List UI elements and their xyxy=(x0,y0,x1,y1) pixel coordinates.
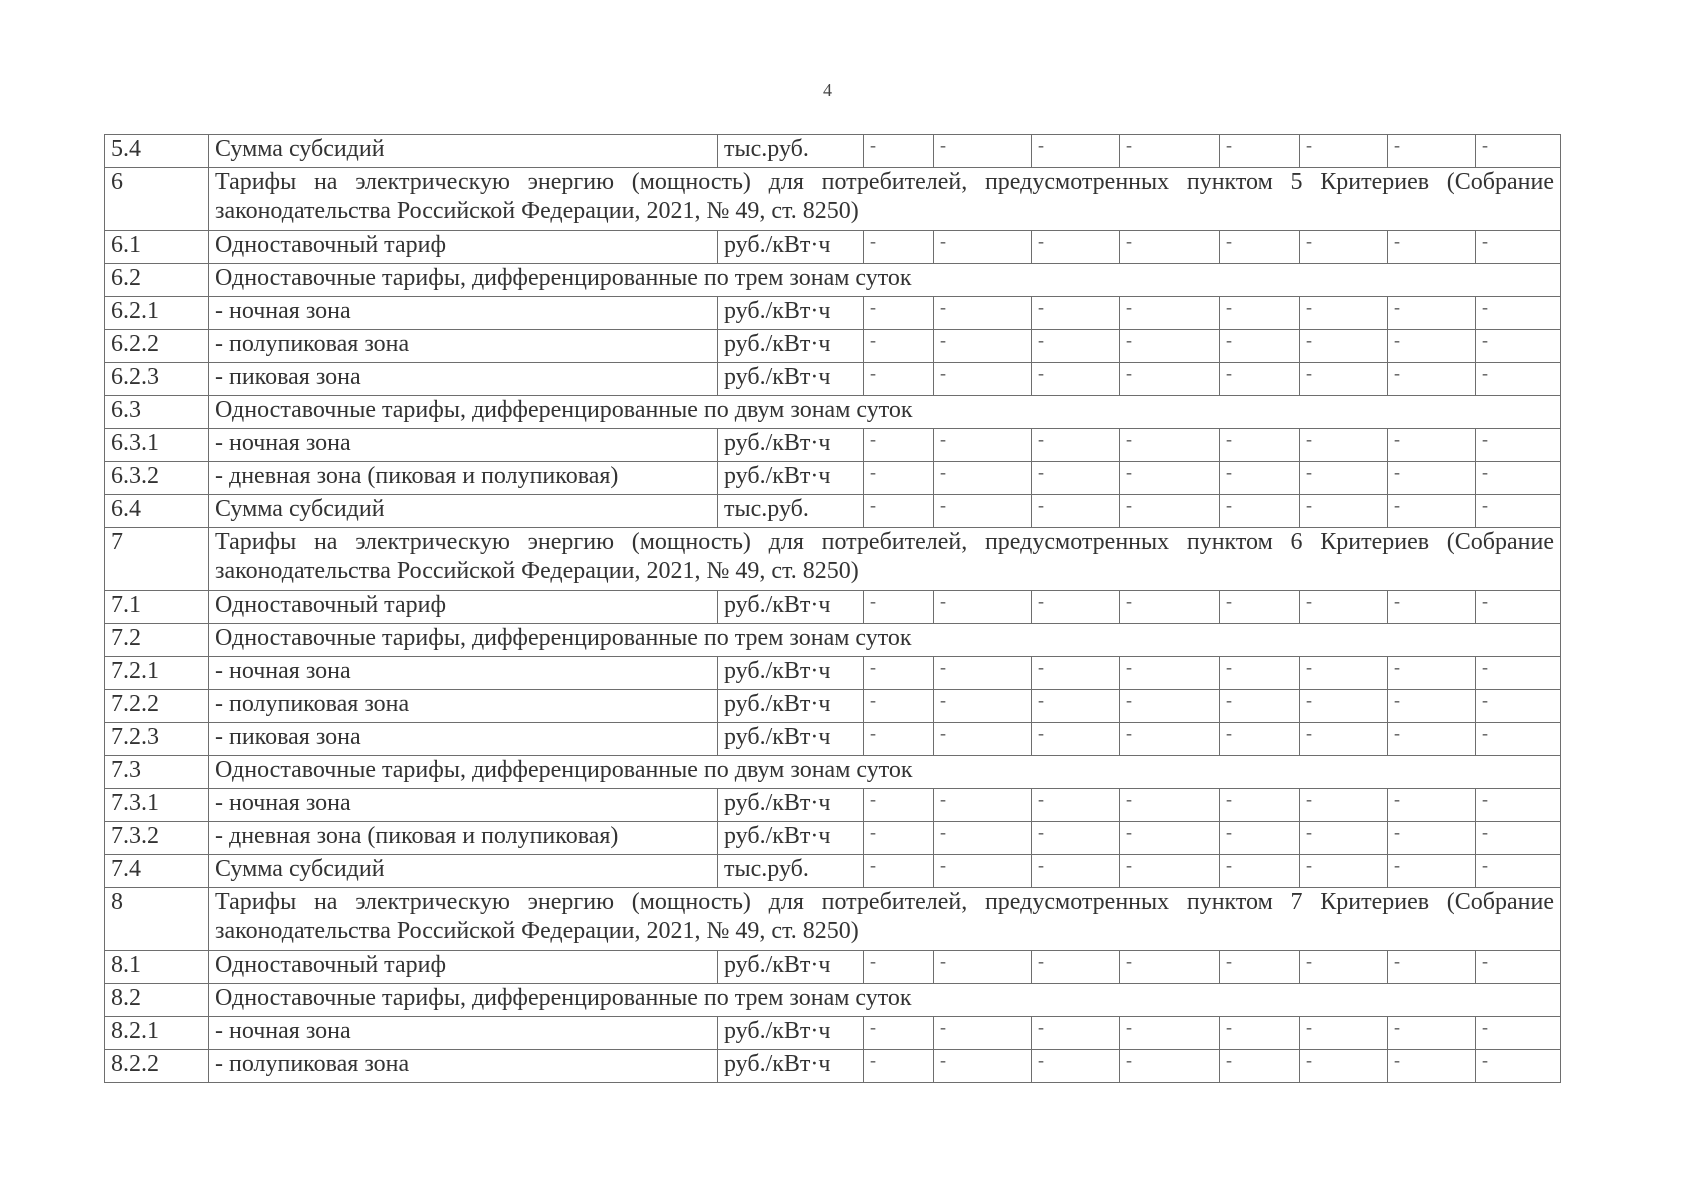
value-cell: - xyxy=(1032,231,1120,264)
section-title-cell: Тарифы на электрическую энергию (мощность) для потребителей, предусмотренных пунктом 7 Критериев (Собрание законодательства Российской Федерации, 2021, № 49, ст. 8250) xyxy=(209,888,1561,951)
value-cell: - xyxy=(1032,1050,1120,1083)
value-cell: - xyxy=(1220,429,1300,462)
value-cell: - xyxy=(934,723,1032,756)
value-cell: - xyxy=(1220,495,1300,528)
value-cell: - xyxy=(934,330,1032,363)
value-cell: - xyxy=(1476,1017,1561,1050)
value-cell: - xyxy=(1388,231,1476,264)
value-cell: - xyxy=(1388,330,1476,363)
unit-cell: руб./кВт·ч xyxy=(718,297,864,330)
value-cell: - xyxy=(1300,657,1388,690)
value-cell: - xyxy=(1032,723,1120,756)
value-cell: - xyxy=(1220,690,1300,723)
row-number-cell: 6.3 xyxy=(105,396,209,429)
table-row xyxy=(105,723,1561,756)
value-cell: - xyxy=(1032,951,1120,984)
group-title-cell: Одноставочные тарифы, дифференцированные по трем зонам суток xyxy=(209,264,1561,297)
indicator-name-cell: Сумма субсидий xyxy=(209,135,718,168)
indicator-name-cell: Сумма субсидий xyxy=(209,495,718,528)
value-cell: - xyxy=(1032,822,1120,855)
indicator-name-cell: Одноставочный тариф xyxy=(209,231,718,264)
value-cell: - xyxy=(1388,462,1476,495)
value-cell: - xyxy=(1032,657,1120,690)
value-cell: - xyxy=(1476,135,1561,168)
value-cell: - xyxy=(1476,429,1561,462)
row-number-cell: 8.2.2 xyxy=(105,1050,209,1083)
indicator-name-cell: - ночная зона xyxy=(209,429,718,462)
value-cell: - xyxy=(1120,135,1220,168)
row-number-cell: 7.2 xyxy=(105,624,209,657)
group-title-cell: Одноставочные тарифы, дифференцированные по двум зонам суток xyxy=(209,756,1561,789)
row-number-cell: 6.2.3 xyxy=(105,363,209,396)
value-cell: - xyxy=(1476,822,1561,855)
value-cell: - xyxy=(1120,951,1220,984)
value-cell: - xyxy=(1476,657,1561,690)
unit-cell: руб./кВт·ч xyxy=(718,951,864,984)
table-row xyxy=(105,231,1561,264)
value-cell: - xyxy=(1032,1017,1120,1050)
value-cell: - xyxy=(864,822,934,855)
unit-cell: руб./кВт·ч xyxy=(718,330,864,363)
value-cell: - xyxy=(1300,429,1388,462)
value-cell: - xyxy=(864,363,934,396)
value-cell: - xyxy=(934,1017,1032,1050)
table-row xyxy=(105,330,1561,363)
row-number-cell: 7.3.2 xyxy=(105,822,209,855)
group-title-cell: Одноставочные тарифы, дифференцированные по трем зонам суток xyxy=(209,624,1561,657)
group-header-row xyxy=(105,396,1561,429)
value-cell: - xyxy=(864,723,934,756)
value-cell: - xyxy=(1388,789,1476,822)
value-cell: - xyxy=(934,429,1032,462)
value-cell: - xyxy=(1120,591,1220,624)
value-cell: - xyxy=(1300,495,1388,528)
table-row xyxy=(105,591,1561,624)
table-row xyxy=(105,297,1561,330)
value-cell: - xyxy=(934,462,1032,495)
row-number-cell: 5.4 xyxy=(105,135,209,168)
value-cell: - xyxy=(1388,657,1476,690)
row-number-cell: 7 xyxy=(105,528,209,591)
value-cell: - xyxy=(1300,822,1388,855)
value-cell: - xyxy=(1300,855,1388,888)
unit-cell: тыс.руб. xyxy=(718,495,864,528)
indicator-name-cell: - ночная зона xyxy=(209,657,718,690)
table-row xyxy=(105,690,1561,723)
value-cell: - xyxy=(1388,495,1476,528)
unit-cell: руб./кВт·ч xyxy=(718,363,864,396)
group-header-row xyxy=(105,624,1561,657)
value-cell: - xyxy=(1120,1017,1220,1050)
table-row xyxy=(105,789,1561,822)
table-row xyxy=(105,495,1561,528)
indicator-name-cell: Сумма субсидий xyxy=(209,855,718,888)
value-cell: - xyxy=(1300,363,1388,396)
unit-cell: тыс.руб. xyxy=(718,855,864,888)
group-title-cell: Одноставочные тарифы, дифференцированные по двум зонам суток xyxy=(209,396,1561,429)
value-cell: - xyxy=(934,951,1032,984)
row-number-cell: 6.2 xyxy=(105,264,209,297)
value-cell: - xyxy=(1032,591,1120,624)
value-cell: - xyxy=(1300,330,1388,363)
value-cell: - xyxy=(1120,1050,1220,1083)
row-number-cell: 6.1 xyxy=(105,231,209,264)
value-cell: - xyxy=(864,330,934,363)
value-cell: - xyxy=(1300,135,1388,168)
value-cell: - xyxy=(1388,951,1476,984)
indicator-name-cell: - дневная зона (пиковая и полупиковая) xyxy=(209,822,718,855)
row-number-cell: 8.2 xyxy=(105,984,209,1017)
value-cell: - xyxy=(1300,690,1388,723)
value-cell: - xyxy=(1120,429,1220,462)
value-cell: - xyxy=(1120,231,1220,264)
row-number-cell: 6.4 xyxy=(105,495,209,528)
value-cell: - xyxy=(1476,789,1561,822)
value-cell: - xyxy=(1476,330,1561,363)
indicator-name-cell: - пиковая зона xyxy=(209,723,718,756)
value-cell: - xyxy=(1220,789,1300,822)
table-row xyxy=(105,951,1561,984)
value-cell: - xyxy=(1476,297,1561,330)
row-number-cell: 6.3.1 xyxy=(105,429,209,462)
value-cell: - xyxy=(1032,789,1120,822)
value-cell: - xyxy=(1220,591,1300,624)
table-row xyxy=(105,1017,1561,1050)
value-cell: - xyxy=(864,789,934,822)
unit-cell: руб./кВт·ч xyxy=(718,591,864,624)
value-cell: - xyxy=(864,1050,934,1083)
value-cell: - xyxy=(1388,135,1476,168)
row-number-cell: 6.2.1 xyxy=(105,297,209,330)
indicator-name-cell: - полупиковая зона xyxy=(209,1050,718,1083)
table-row xyxy=(105,1050,1561,1083)
value-cell: - xyxy=(934,231,1032,264)
value-cell: - xyxy=(864,495,934,528)
value-cell: - xyxy=(1220,135,1300,168)
table-row xyxy=(105,822,1561,855)
value-cell: - xyxy=(1476,591,1561,624)
value-cell: - xyxy=(1388,690,1476,723)
group-header-row xyxy=(105,984,1561,1017)
row-number-cell: 7.2.1 xyxy=(105,657,209,690)
value-cell: - xyxy=(1120,363,1220,396)
tariff-table-body xyxy=(105,135,1561,1083)
value-cell: - xyxy=(864,591,934,624)
indicator-name-cell: - полупиковая зона xyxy=(209,330,718,363)
indicator-name-cell: - пиковая зона xyxy=(209,363,718,396)
page-number: 4 xyxy=(823,80,832,100)
value-cell: - xyxy=(1120,330,1220,363)
value-cell: - xyxy=(1300,462,1388,495)
value-cell: - xyxy=(1220,855,1300,888)
value-cell: - xyxy=(1388,591,1476,624)
row-number-cell: 8.1 xyxy=(105,951,209,984)
value-cell: - xyxy=(864,1017,934,1050)
table-row xyxy=(105,363,1561,396)
value-cell: - xyxy=(1388,855,1476,888)
table-row xyxy=(105,855,1561,888)
row-number-cell: 7.1 xyxy=(105,591,209,624)
indicator-name-cell: Одноставочный тариф xyxy=(209,951,718,984)
value-cell: - xyxy=(1120,462,1220,495)
value-cell: - xyxy=(934,822,1032,855)
value-cell: - xyxy=(1388,429,1476,462)
table-row xyxy=(105,462,1561,495)
unit-cell: руб./кВт·ч xyxy=(718,1017,864,1050)
section-row xyxy=(105,528,1561,591)
value-cell: - xyxy=(864,429,934,462)
value-cell: - xyxy=(1120,789,1220,822)
value-cell: - xyxy=(1220,951,1300,984)
value-cell: - xyxy=(1032,297,1120,330)
value-cell: - xyxy=(1476,231,1561,264)
value-cell: - xyxy=(1220,1050,1300,1083)
value-cell: - xyxy=(1300,297,1388,330)
group-title-cell: Одноставочные тарифы, дифференцированные по трем зонам суток xyxy=(209,984,1561,1017)
value-cell: - xyxy=(864,657,934,690)
value-cell: - xyxy=(1120,723,1220,756)
value-cell: - xyxy=(934,789,1032,822)
unit-cell: руб./кВт·ч xyxy=(718,429,864,462)
value-cell: - xyxy=(1476,462,1561,495)
value-cell: - xyxy=(1388,822,1476,855)
value-cell: - xyxy=(1032,855,1120,888)
row-number-cell: 7.2.2 xyxy=(105,690,209,723)
value-cell: - xyxy=(1120,495,1220,528)
value-cell: - xyxy=(1032,330,1120,363)
value-cell: - xyxy=(864,855,934,888)
value-cell: - xyxy=(1300,951,1388,984)
unit-cell: руб./кВт·ч xyxy=(718,657,864,690)
value-cell: - xyxy=(1300,1050,1388,1083)
indicator-name-cell: - ночная зона xyxy=(209,297,718,330)
value-cell: - xyxy=(934,1050,1032,1083)
unit-cell: руб./кВт·ч xyxy=(718,462,864,495)
section-title-cell: Тарифы на электрическую энергию (мощность) для потребителей, предусмотренных пунктом 5 Критериев (Собрание законодательства Российской Федерации, 2021, № 49, ст. 8250) xyxy=(209,168,1561,231)
value-cell: - xyxy=(934,855,1032,888)
section-row xyxy=(105,168,1561,231)
value-cell: - xyxy=(934,690,1032,723)
value-cell: - xyxy=(1220,1017,1300,1050)
group-header-row xyxy=(105,264,1561,297)
row-number-cell: 7.2.3 xyxy=(105,723,209,756)
row-number-cell: 7.3 xyxy=(105,756,209,789)
value-cell: - xyxy=(1220,231,1300,264)
row-number-cell: 6.3.2 xyxy=(105,462,209,495)
value-cell: - xyxy=(1220,363,1300,396)
value-cell: - xyxy=(1388,297,1476,330)
section-title-cell: Тарифы на электрическую энергию (мощность) для потребителей, предусмотренных пунктом 6 Критериев (Собрание законодательства Российской Федерации, 2021, № 49, ст. 8250) xyxy=(209,528,1561,591)
value-cell: - xyxy=(1220,297,1300,330)
value-cell: - xyxy=(1476,855,1561,888)
table-row xyxy=(105,429,1561,462)
value-cell: - xyxy=(1220,462,1300,495)
table-row xyxy=(105,657,1561,690)
indicator-name-cell: - полупиковая зона xyxy=(209,690,718,723)
value-cell: - xyxy=(1032,429,1120,462)
row-number-cell: 6 xyxy=(105,168,209,231)
row-number-cell: 8 xyxy=(105,888,209,951)
value-cell: - xyxy=(934,657,1032,690)
unit-cell: руб./кВт·ч xyxy=(718,1050,864,1083)
value-cell: - xyxy=(1476,723,1561,756)
value-cell: - xyxy=(864,231,934,264)
unit-cell: тыс.руб. xyxy=(718,135,864,168)
row-number-cell: 7.3.1 xyxy=(105,789,209,822)
value-cell: - xyxy=(934,495,1032,528)
value-cell: - xyxy=(1032,462,1120,495)
value-cell: - xyxy=(1220,657,1300,690)
unit-cell: руб./кВт·ч xyxy=(718,690,864,723)
value-cell: - xyxy=(1476,363,1561,396)
value-cell: - xyxy=(1300,789,1388,822)
indicator-name-cell: - дневная зона (пиковая и полупиковая) xyxy=(209,462,718,495)
value-cell: - xyxy=(1032,363,1120,396)
value-cell: - xyxy=(1388,1017,1476,1050)
value-cell: - xyxy=(864,462,934,495)
value-cell: - xyxy=(1032,690,1120,723)
value-cell: - xyxy=(1388,1050,1476,1083)
value-cell: - xyxy=(1300,723,1388,756)
value-cell: - xyxy=(1300,591,1388,624)
value-cell: - xyxy=(1032,135,1120,168)
unit-cell: руб./кВт·ч xyxy=(718,231,864,264)
value-cell: - xyxy=(1032,495,1120,528)
value-cell: - xyxy=(1120,657,1220,690)
indicator-name-cell: - ночная зона xyxy=(209,789,718,822)
indicator-name-cell: Одноставочный тариф xyxy=(209,591,718,624)
value-cell: - xyxy=(1220,330,1300,363)
value-cell: - xyxy=(934,135,1032,168)
value-cell: - xyxy=(1120,822,1220,855)
row-number-cell: 6.2.2 xyxy=(105,330,209,363)
value-cell: - xyxy=(1220,723,1300,756)
value-cell: - xyxy=(934,363,1032,396)
table-row xyxy=(105,135,1561,168)
value-cell: - xyxy=(1476,1050,1561,1083)
unit-cell: руб./кВт·ч xyxy=(718,822,864,855)
value-cell: - xyxy=(1300,231,1388,264)
value-cell: - xyxy=(1220,822,1300,855)
value-cell: - xyxy=(1388,723,1476,756)
value-cell: - xyxy=(1120,690,1220,723)
value-cell: - xyxy=(934,591,1032,624)
value-cell: - xyxy=(1120,855,1220,888)
value-cell: - xyxy=(934,297,1032,330)
value-cell: - xyxy=(864,297,934,330)
value-cell: - xyxy=(1388,363,1476,396)
indicator-name-cell: - ночная зона xyxy=(209,1017,718,1050)
value-cell: - xyxy=(864,690,934,723)
value-cell: - xyxy=(1120,297,1220,330)
unit-cell: руб./кВт·ч xyxy=(718,789,864,822)
row-number-cell: 7.4 xyxy=(105,855,209,888)
value-cell: - xyxy=(864,951,934,984)
value-cell: - xyxy=(1476,495,1561,528)
value-cell: - xyxy=(1476,690,1561,723)
value-cell: - xyxy=(1476,951,1561,984)
tariff-table xyxy=(104,134,1561,1083)
value-cell: - xyxy=(864,135,934,168)
section-row xyxy=(105,888,1561,951)
unit-cell: руб./кВт·ч xyxy=(718,723,864,756)
row-number-cell: 8.2.1 xyxy=(105,1017,209,1050)
value-cell: - xyxy=(1300,1017,1388,1050)
group-header-row xyxy=(105,756,1561,789)
